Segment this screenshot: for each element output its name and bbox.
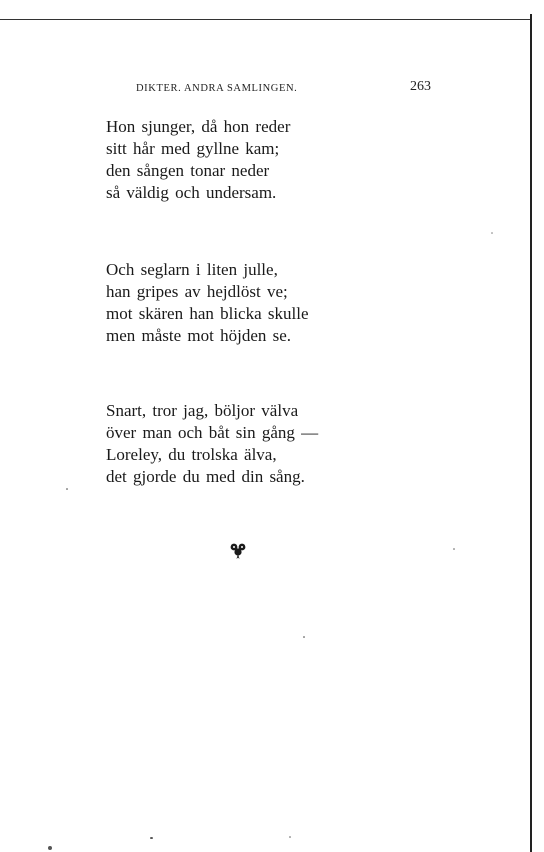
poem-line: Loreley, du trolska älva, xyxy=(106,445,277,464)
paper-speck xyxy=(303,636,305,638)
poem-line: men måste mot höjden se. xyxy=(106,326,292,345)
paper-speck xyxy=(66,488,68,490)
poem-line: över man och båt sin gång — xyxy=(106,423,319,442)
poem-line: sitt hår med gyllne kam; xyxy=(106,139,280,158)
page-edge xyxy=(530,14,532,852)
poem-line: Snart, tror jag, böljor välva xyxy=(106,401,299,420)
paper-speck xyxy=(289,836,291,838)
paper-speck xyxy=(453,548,455,550)
paper-speck xyxy=(48,846,52,850)
running-title: DIKTER. ANDRA SAMLINGEN. xyxy=(136,83,298,94)
poem-line: Hon sjunger, då hon reder xyxy=(106,117,291,136)
stanza-2 xyxy=(106,259,406,347)
page-top-rule xyxy=(0,19,530,20)
stanza-1 xyxy=(106,116,406,204)
poem-line: den sången tonar neder xyxy=(106,161,270,180)
paper-speck xyxy=(150,837,153,839)
poem-line: så väldig och undersam. xyxy=(106,183,277,202)
stanza-3 xyxy=(106,400,406,488)
paper-speck xyxy=(491,232,493,234)
poem-line: han gripes av hejdlöst ve; xyxy=(106,282,288,301)
poem-line: det gjorde du med din sång. xyxy=(106,467,305,486)
page-number: 263 xyxy=(410,79,431,94)
poem-line: Och seglarn i liten julle, xyxy=(106,260,278,279)
poem-line: mot skären han blicka skulle xyxy=(106,304,309,323)
fleuron-icon xyxy=(228,541,248,561)
